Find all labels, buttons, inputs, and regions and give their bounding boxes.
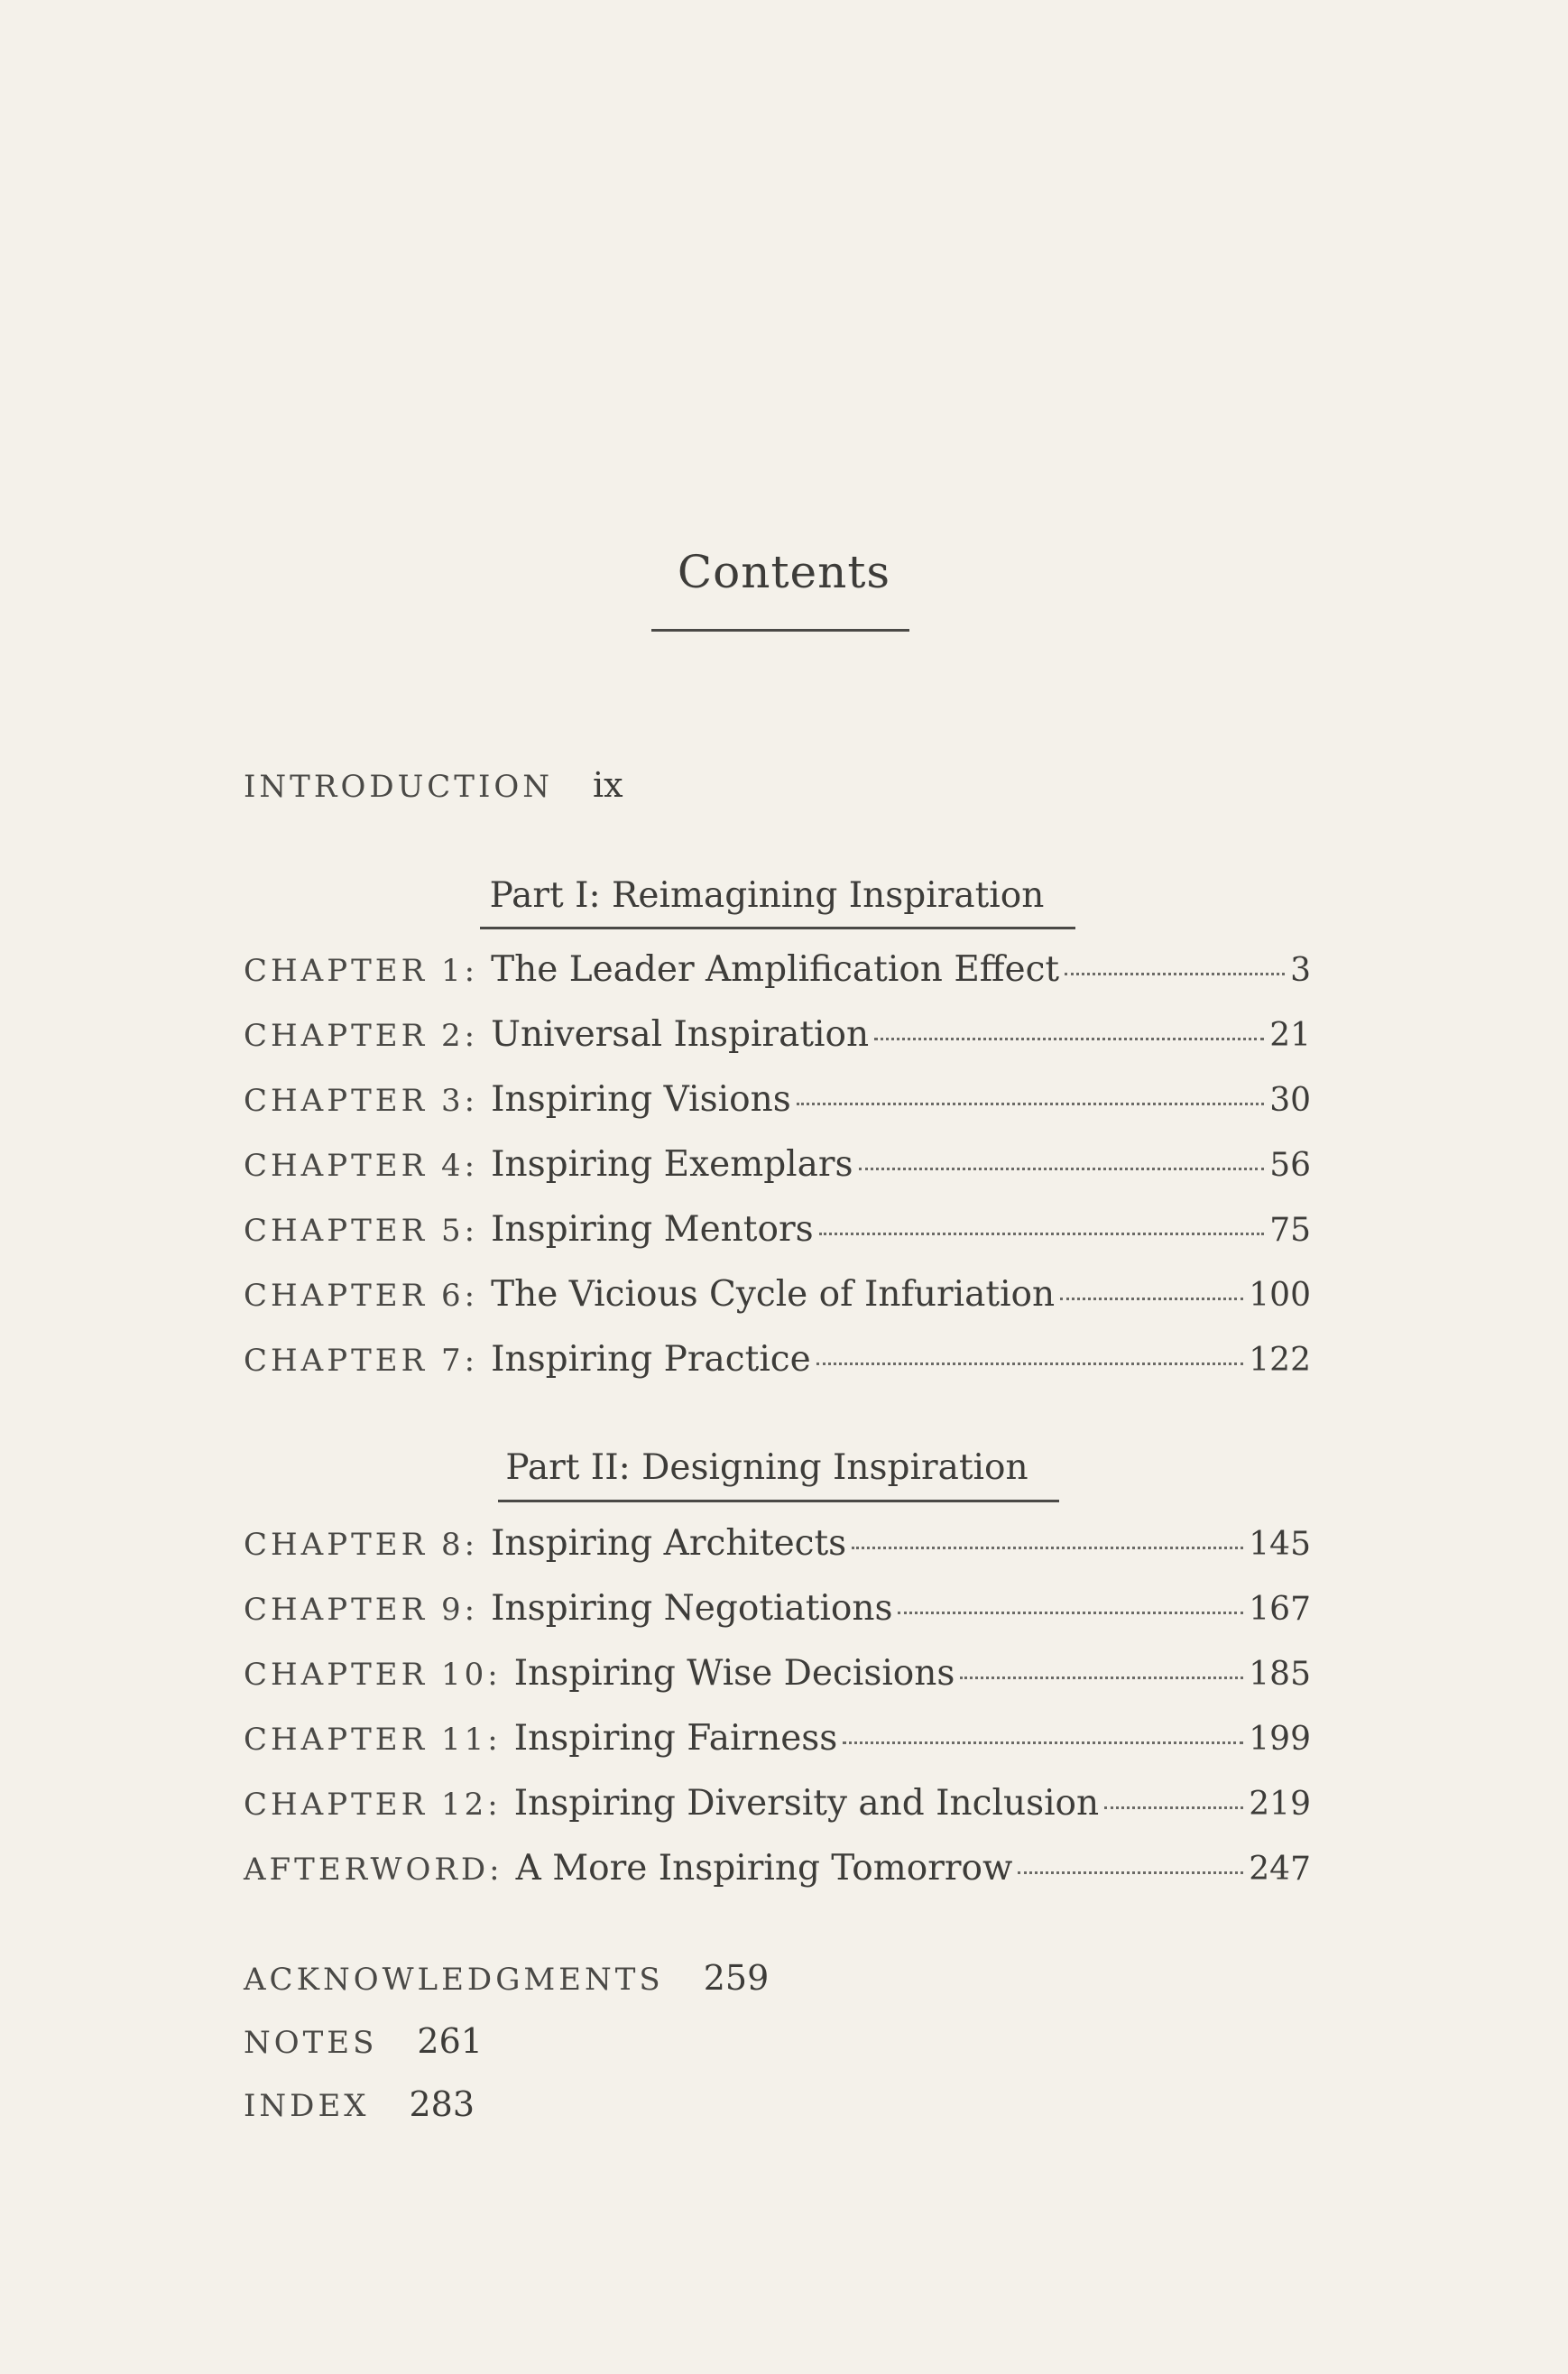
- chapter-label: CHAPTER 8:: [244, 1527, 479, 1563]
- chapter-title: Inspiring Wise Decisions: [513, 1653, 955, 1694]
- part-2-underline: [498, 1500, 1059, 1502]
- dot-leader: [1018, 1871, 1243, 1874]
- toc-entry-chapter-6[interactable]: [244, 1274, 1311, 1319]
- chapter-page: 75: [1269, 1212, 1311, 1249]
- introduction-label: INTRODUCTION: [244, 769, 553, 805]
- chapter-title: The Vicious Cycle of Infuriation: [491, 1274, 1056, 1315]
- acknowledgments-label: ACKNOWLEDGMENTS: [244, 1962, 664, 1998]
- afterword-page: 247: [1249, 1851, 1311, 1888]
- afterword-label: AFTERWORD:: [244, 1852, 503, 1888]
- dot-leader: [819, 1233, 1265, 1235]
- chapter-label: CHAPTER 7:: [244, 1343, 479, 1379]
- dot-leader: [859, 1168, 1265, 1170]
- chapter-label: CHAPTER 1:: [244, 953, 479, 989]
- chapter-title: Inspiring Mentors: [491, 1209, 814, 1250]
- chapter-page: 145: [1249, 1526, 1311, 1563]
- chapter-page: 30: [1269, 1082, 1311, 1119]
- chapter-label: CHAPTER 10:: [244, 1657, 502, 1693]
- dot-leader: [797, 1103, 1264, 1105]
- index-page: 283: [409, 2084, 475, 2124]
- toc-entry-chapter-5[interactable]: [244, 1209, 1311, 1254]
- chapter-page: 3: [1290, 952, 1311, 989]
- chapter-page: 199: [1249, 1721, 1311, 1758]
- dot-leader: [898, 1612, 1243, 1614]
- toc-notes[interactable]: [244, 2021, 483, 2061]
- acknowledgments-page: 259: [703, 1958, 770, 1998]
- chapter-label: CHAPTER 11:: [244, 1722, 502, 1758]
- title-underline: [651, 629, 909, 632]
- dot-leader: [843, 1741, 1243, 1744]
- chapter-title: Inspiring Practice: [491, 1339, 811, 1380]
- toc-entry-chapter-10[interactable]: [244, 1653, 1311, 1698]
- chapter-label: CHAPTER 6:: [244, 1278, 479, 1314]
- toc-entry-chapter-8[interactable]: [244, 1523, 1311, 1568]
- toc-entry-chapter-7[interactable]: [244, 1339, 1311, 1384]
- toc-entry-chapter-9[interactable]: [244, 1588, 1311, 1633]
- toc-acknowledgments[interactable]: [244, 1958, 769, 1998]
- toc-entry-chapter-12[interactable]: [244, 1783, 1311, 1828]
- toc-entry-chapter-4[interactable]: [244, 1144, 1311, 1189]
- afterword-title: A More Inspiring Tomorrow: [515, 1848, 1013, 1889]
- dot-leader: [960, 1677, 1243, 1679]
- toc-introduction[interactable]: [244, 765, 623, 805]
- chapter-label: CHAPTER 4:: [244, 1148, 479, 1184]
- chapter-title: Universal Inspiration: [491, 1014, 870, 1055]
- chapter-title: Inspiring Diversity and Inclusion: [513, 1783, 1100, 1824]
- toc-entry-chapter-1[interactable]: [244, 949, 1311, 994]
- chapter-title: Inspiring Visions: [491, 1079, 791, 1120]
- chapter-page: 100: [1249, 1277, 1311, 1314]
- toc-index[interactable]: [244, 2084, 475, 2124]
- chapter-page: 56: [1269, 1147, 1311, 1184]
- toc-entry-afterword[interactable]: [244, 1848, 1311, 1893]
- toc-entry-chapter-2[interactable]: [244, 1014, 1311, 1059]
- toc-entry-chapter-3[interactable]: [244, 1079, 1311, 1124]
- part-1-title: Part I: Reimagining Inspiration: [489, 875, 1045, 916]
- chapter-title: The Leader Amplification Effect: [491, 949, 1060, 990]
- dot-leader: [1065, 973, 1285, 975]
- chapter-page: 185: [1249, 1656, 1311, 1693]
- chapter-label: CHAPTER 3:: [244, 1083, 479, 1119]
- part-1-underline: [480, 927, 1075, 929]
- dot-leader: [1060, 1298, 1243, 1300]
- dot-leader: [874, 1038, 1264, 1040]
- index-label: INDEX: [244, 2088, 370, 2124]
- chapter-label: CHAPTER 5:: [244, 1213, 479, 1249]
- dot-leader: [852, 1547, 1243, 1549]
- chapter-page: 167: [1249, 1591, 1311, 1628]
- dot-leader: [1104, 1806, 1243, 1809]
- notes-page: 261: [417, 2021, 483, 2061]
- introduction-page: ix: [593, 765, 623, 805]
- part-2-title: Part II: Designing Inspiration: [505, 1447, 1028, 1488]
- chapter-page: 21: [1269, 1017, 1311, 1054]
- notes-label: NOTES: [244, 2025, 378, 2061]
- chapter-title: Inspiring Architects: [491, 1523, 847, 1564]
- dot-leader: [816, 1363, 1244, 1365]
- chapter-label: CHAPTER 12:: [244, 1787, 502, 1823]
- chapter-title: Inspiring Negotiations: [491, 1588, 893, 1629]
- chapter-title: Inspiring Exemplars: [491, 1144, 853, 1185]
- chapter-title: Inspiring Fairness: [513, 1718, 838, 1759]
- chapter-label: CHAPTER 9:: [244, 1592, 479, 1628]
- chapter-page: 219: [1249, 1786, 1311, 1823]
- toc-entry-chapter-11[interactable]: [244, 1718, 1311, 1763]
- page-title: Contents: [677, 546, 891, 598]
- chapter-label: CHAPTER 2:: [244, 1018, 479, 1054]
- chapter-page: 122: [1249, 1342, 1311, 1379]
